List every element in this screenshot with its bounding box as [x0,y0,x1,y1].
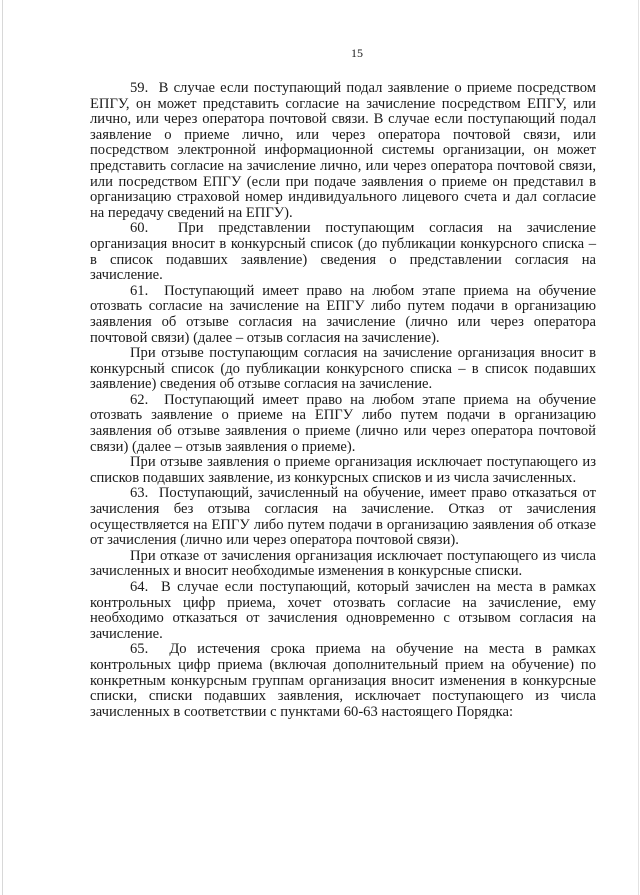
paragraph-59: 59. В случае если поступающий подал заявление о приеме посредством ЕПГУ, он может представить согласие на зачисление посредством ЕПГУ, или лично, или через оператора почтовой связи. В случае если поступающий подал заявление о приеме лично, или через оператора почтовой связи, или посредством электронной информационной системы организации, он может представить согласие на зачисление лично, или через оператора почтовой связи, или посредством ЕПГУ (если при подаче заявления о приеме он представил в организацию страховой номер индивидуального лицевого счета и дал согласие на передачу сведений на ЕПГУ). [90,80,596,221]
paragraph-60: 60. При представлении поступающим согласия на зачисление организация вносит в конкурсный список (до публикации конкурсного списка – в список подавших заявление) сведения о представлении согласия на зачисление. [90,220,596,284]
paragraph-65: 65. До истечения срока приема на обучение на места в рамках контрольных цифр приема (включая дополнительный прием на обучение) по конкретным конкурсным группам организация вносит изменения в конкурсные списки, списки подавших заявления, исключает поступающего из числа зачисленных в соответствии с пунктами 60-63 настоящего Порядка: [90,641,596,720]
paragraph-63-continued: При отказе от зачисления организация исключает поступающего из числа зачисленных и вносит необходимые изменения в конкурсные списки. [90,547,596,580]
paragraph-64: 64. В случае если поступающий, который зачислен на места в рамках контрольных цифр приема, хочет отозвать согласие на зачисление, ему необходимо отказаться от зачисления одновременно с отзывом согласия на зачисление. [90,579,596,642]
paragraph-61-continued: При отзыве поступающим согласия на зачисление организация вносит в конкурсный список (до публикации конкурсного списка – в список подавших заявление) сведения об отзыве согласия на зачисление. [90,345,596,393]
paragraph-62-continued: При отзыве заявления о приеме организация исключает поступающего из списков подавших заявление, из конкурсных списков и из числа зачисленных. [90,454,596,486]
page-number: 15 [351,46,363,60]
paragraph-62: 62. Поступающий имеет право на любом этапе приема на обучение отозвать заявление о приеме на ЕПГУ либо путем подачи в организацию заявления об отзыве заявления о приеме (лично или через оператора почтовой связи) (далее – отзыв заявления о приеме). [90,391,596,455]
paragraph-61: 61. Поступающий имеет право на любом этапе приема на обучение отозвать согласие на зачисление на ЕПГУ либо путем подачи в организацию заявления об отзыве согласия на зачисление (лично или через оператора почтовой связи) (далее – отзыв согласия на зачисление). [90,282,596,346]
paragraph-63: 63. Поступающий, зачисленный на обучение, имеет право отказаться от зачисления без отзыва согласия на зачисление. Отказ от зачисления осуществляется на ЕПГУ либо путем подачи в организацию заявления об отказе от зачисления (лично или через оператора почтовой связи). [90,485,596,549]
